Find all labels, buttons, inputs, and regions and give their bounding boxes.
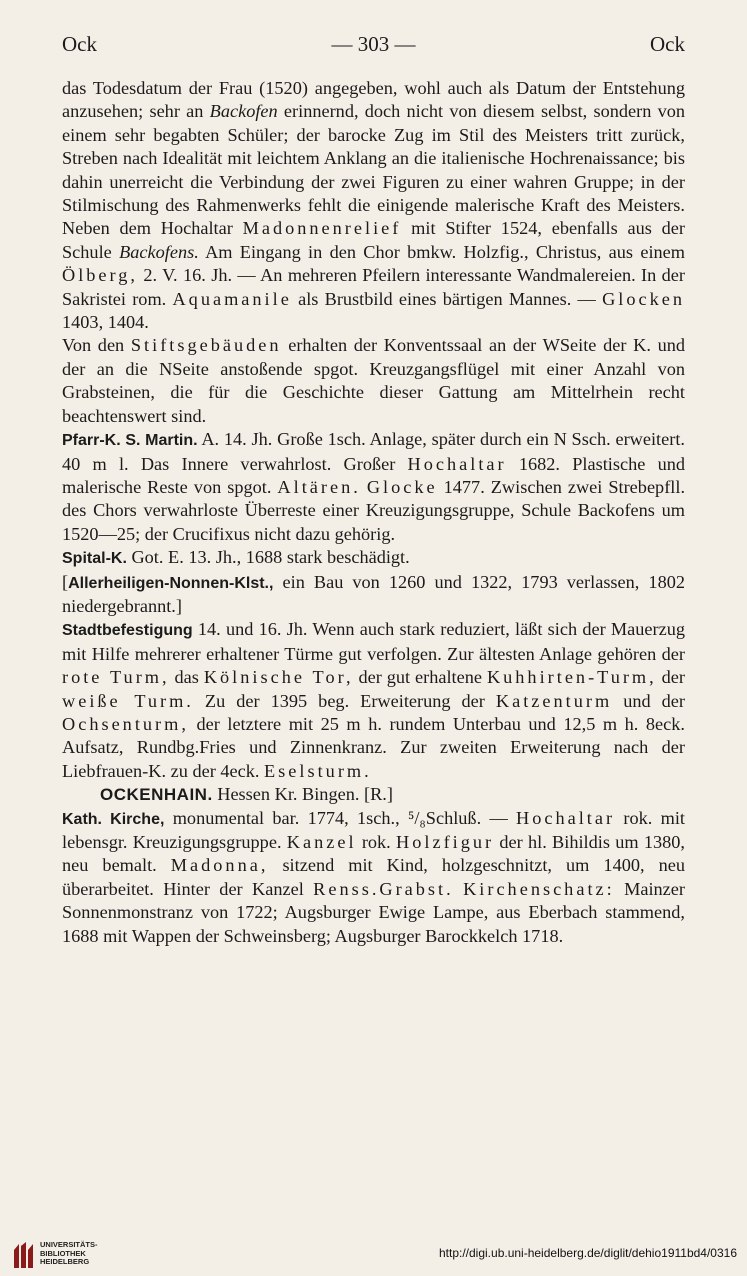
- entry-allerheiligen: [Allerheiligen-Nonnen-Klst., ein Bau von 1260 und 1322, 1793 verlassen, 1802 niedergebrannt.]: [62, 571, 685, 616]
- page-body: [62, 77, 685, 948]
- header-left: Ock: [62, 32, 97, 56]
- running-header: [62, 32, 685, 62]
- footer: [0, 1240, 747, 1276]
- place-heading: OCKENHAIN. Hessen Kr. Bingen. [R.]: [100, 784, 393, 805]
- library-logo-text: UNIVERSITÄTS- BIBLIOTHEK HEIDELBERG: [40, 1240, 98, 1267]
- source-url-link[interactable]: http://digi.ub.uni-heidelberg.de/diglit/dehio1911bd4/0316: [438, 1246, 737, 1260]
- paragraph: das Todesdatum der Frau (1520) angegeben, wohl auch als Datum der Entstehung anzusehen; sehr an Backofen erinnernd, doch nicht von diesem selbst, sondern von einem sehr begabten Schüler; der barocke Zug im Stil des Meisters tritt zurück, Streben nach Idealität mit leichtem Anklang an die italienische Hochrenaissance; bis dahin unerreicht die Verbindung der zwei Figuren zu einer wahren Gruppe; in der Stilmischung des Rahmenwerks fehlt die einigende malerische Kraft des Meisters. Neben dem Hochaltar Madonnenrelief mit Stifter 1524, ebenfalls aus der Schule Backofens. Am Eingang in den Chor bmkw. Holzfig., Christus, aus einem Ölberg, 2. V. 16. Jh. — An mehreren Pfeilern interessante Wandmalereien. In der Sakristei rom. Aquamanile als Brustbild eines bärtigen Mannes. — Glocken 1403, 1404.: [62, 78, 686, 333]
- entry-pfarr-kirche: Pfarr-K. S. Martin. A. 14. Jh. Große 1sch. Anlage, später durch ein N Ssch. erweitert. 40 m l. Das Innere verwahrlost. Großer Hochaltar 1682. Plastische und malerische Reste von spgot. Altären. Glocke 1477. Zwischen zwei Strebepfll. des Chors verwahrloste Überreste einer Kreuzigungsgruppe, Schule Backofens um 1520—25; der Crucifixus nicht dazu gehörig.: [62, 429, 686, 544]
- page-number: — 303 —: [331, 32, 416, 56]
- library-logo-icon: [12, 1240, 38, 1270]
- header-right: Ock: [650, 32, 685, 56]
- entry-kath-kirche: Kath. Kirche, monumental bar. 1774, 1sch., ⁵/₈Schluß. — Hochaltar rok. mit lebensgr. Kreuzigungsgruppe. Kanzel rok. Holzfigur der hl. Bihildis um 1380, neu bemalt. Madonna, sitzend mit Kind, holzgeschnitzt, um 1400, neu überarbeitet. Hinter der Kanzel Renss.Grabst. Kirchenschatz: Mainzer Sonnenmonstranz von 1722; Augsburger Ewige Lampe, aus Eberbach stammend, 1688 mit Wappen der Schweinsberg; Augsburger Barockkelch 1718.: [62, 807, 685, 946]
- paragraph: Von den Stiftsgebäuden erhalten der Konventssaal an der WSeite der K. und der an die NSeite anstoßende spgot. Kreuzgangsflügel mit einer Anzahl von Grabsteinen, die für die Geschichte dieser Gattung am Mittelrhein recht beachtenswert sind.: [62, 335, 685, 426]
- entry-stadtbefestigung: Stadtbefestigung 14. und 16. Jh. Wenn auch stark reduziert, läßt sich der Mauerzug mit Hilfe mehrerer erhaltener Türme gut verfolgen. Zur ältesten Anlage gehören der rote Turm, das Kölnische Tor, der gut erhaltene Kuhhirten-Turm, der weiße Turm. Zu der 1395 beg. Erweiterung der Katzenturm und der Ochsenturm, der letztere mit 25 m h. rundem Unterbau und 12,5 m h. 8eck. Aufsatz, Rundbg.Fries und Zinnenkranz. Zur zweiten Erweiterung nach der Liebfrauen-K. zu der 4eck. Eselsturm.: [62, 619, 686, 781]
- entry-spital-kirche: Spital-K. Got. E. 13. Jh., 1688 stark beschädigt.: [62, 547, 410, 568]
